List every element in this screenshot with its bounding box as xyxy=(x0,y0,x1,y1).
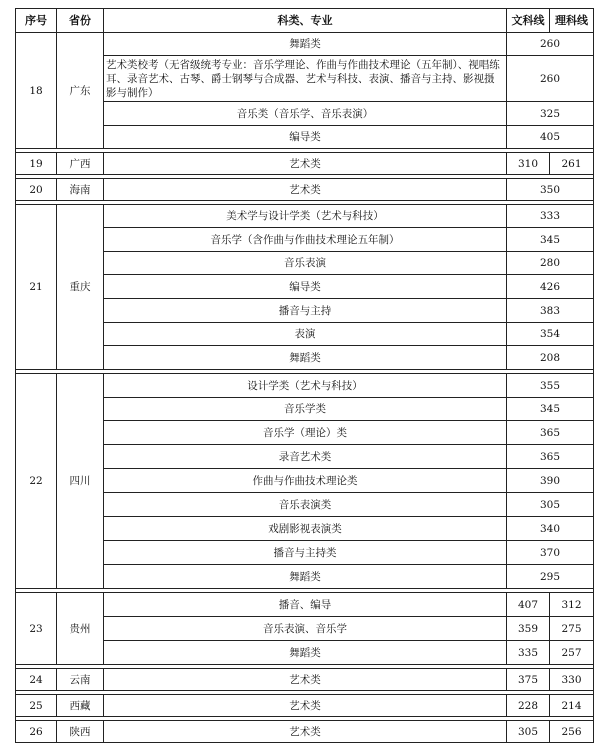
score-cell: 370 xyxy=(507,541,594,565)
score-cell: 208 xyxy=(507,346,594,370)
seq-cell: 18 xyxy=(16,33,57,149)
score-cell: 426 xyxy=(507,275,594,299)
major-cell: 艺术类 xyxy=(104,695,507,717)
major-cell: 戏剧影视表演类 xyxy=(104,517,507,541)
header-wen: 文科线 xyxy=(507,9,550,33)
table-row xyxy=(16,669,594,691)
province-cell: 广东 xyxy=(57,33,104,149)
li-score-cell: 256 xyxy=(550,721,594,743)
table-row xyxy=(16,153,594,175)
score-cell: 405 xyxy=(507,126,594,149)
major-cell: 编导类 xyxy=(104,126,507,149)
header-li: 理科线 xyxy=(550,9,594,33)
major-cell: 艺术类 xyxy=(104,721,507,743)
province-cell: 贵州 xyxy=(57,593,104,665)
province-cell: 海南 xyxy=(57,179,104,201)
score-cell: 390 xyxy=(507,469,594,493)
wen-score-cell: 335 xyxy=(507,641,550,665)
score-cell: 333 xyxy=(507,205,594,228)
li-score-cell: 257 xyxy=(550,641,594,665)
major-cell: 美术学与设计学类（艺术与科技） xyxy=(104,205,507,228)
li-score-cell: 330 xyxy=(550,669,594,691)
score-cell: 354 xyxy=(507,323,594,346)
major-cell: 录音艺术类 xyxy=(104,445,507,469)
major-cell: 设计学类（艺术与科技） xyxy=(104,374,507,398)
header-province: 省份 xyxy=(57,9,104,33)
score-cell: 355 xyxy=(507,374,594,398)
province-cell: 重庆 xyxy=(57,205,104,370)
province-cell: 陕西 xyxy=(57,721,104,743)
major-cell: 表演 xyxy=(104,323,507,346)
score-cell: 340 xyxy=(507,517,594,541)
score-cell: 325 xyxy=(507,102,594,126)
score-cell: 295 xyxy=(507,565,594,589)
table-row xyxy=(16,593,594,617)
major-cell: 音乐表演类 xyxy=(104,493,507,517)
province-cell: 广西 xyxy=(57,153,104,175)
score-cell: 345 xyxy=(507,228,594,252)
li-score-cell: 312 xyxy=(550,593,594,617)
score-cell: 345 xyxy=(507,398,594,421)
province-cell: 西藏 xyxy=(57,695,104,717)
major-cell: 舞蹈类 xyxy=(104,565,507,589)
major-cell: 音乐类（音乐学、音乐表演） xyxy=(104,102,507,126)
score-cell: 350 xyxy=(507,179,594,201)
major-cell: 音乐学（含作曲与作曲技术理论五年制） xyxy=(104,228,507,252)
major-cell: 艺术类 xyxy=(104,153,507,175)
score-cell: 365 xyxy=(507,421,594,445)
seq-cell: 23 xyxy=(16,593,57,665)
wen-score-cell: 305 xyxy=(507,721,550,743)
wen-score-cell: 359 xyxy=(507,617,550,641)
score-cell: 260 xyxy=(507,56,594,102)
score-cell: 365 xyxy=(507,445,594,469)
major-cell: 音乐表演 xyxy=(104,252,507,275)
major-cell: 播音与主持类 xyxy=(104,541,507,565)
province-cell: 云南 xyxy=(57,669,104,691)
table-row xyxy=(16,721,594,743)
score-cell: 260 xyxy=(507,33,594,56)
seq-cell: 24 xyxy=(16,669,57,691)
li-score-cell: 261 xyxy=(550,153,594,175)
province-cell: 四川 xyxy=(57,374,104,589)
major-cell: 播音与主持 xyxy=(104,299,507,323)
header-row xyxy=(16,9,594,33)
table-body xyxy=(16,33,594,743)
seq-cell: 20 xyxy=(16,179,57,201)
table-row xyxy=(16,179,594,201)
major-cell: 舞蹈类 xyxy=(104,641,507,665)
score-cell: 305 xyxy=(507,493,594,517)
major-cell: 播音、编导 xyxy=(104,593,507,617)
score-cell: 280 xyxy=(507,252,594,275)
major-cell: 舞蹈类 xyxy=(104,33,507,56)
seq-cell: 22 xyxy=(16,374,57,589)
wen-score-cell: 407 xyxy=(507,593,550,617)
wen-score-cell: 375 xyxy=(507,669,550,691)
wen-score-cell: 310 xyxy=(507,153,550,175)
header-seq: 序号 xyxy=(16,9,57,33)
major-cell: 艺术类 xyxy=(104,669,507,691)
table-row xyxy=(16,695,594,717)
major-cell: 音乐学类 xyxy=(104,398,507,421)
seq-cell: 25 xyxy=(16,695,57,717)
major-cell: 音乐表演、音乐学 xyxy=(104,617,507,641)
header-major: 科类、专业 xyxy=(104,9,507,33)
major-cell: 编导类 xyxy=(104,275,507,299)
li-score-cell: 214 xyxy=(550,695,594,717)
table-row xyxy=(16,33,594,56)
seq-cell: 26 xyxy=(16,721,57,743)
seq-cell: 21 xyxy=(16,205,57,370)
li-score-cell: 275 xyxy=(550,617,594,641)
major-cell: 艺术类校考（无省级统考专业：音乐学理论、作曲与作曲技术理论（五年制）、视唱练耳、录音艺术、古琴、爵士钢琴与合成器、艺术与科技、表演、播音与主持、影视摄影与制作） xyxy=(104,56,507,102)
major-cell: 舞蹈类 xyxy=(104,346,507,370)
admission-score-table xyxy=(15,8,594,743)
major-cell: 艺术类 xyxy=(104,179,507,201)
table-row xyxy=(16,374,594,398)
score-cell: 383 xyxy=(507,299,594,323)
major-cell: 作曲与作曲技术理论类 xyxy=(104,469,507,493)
table-row xyxy=(16,205,594,228)
seq-cell: 19 xyxy=(16,153,57,175)
major-cell: 音乐学（理论）类 xyxy=(104,421,507,445)
wen-score-cell: 228 xyxy=(507,695,550,717)
